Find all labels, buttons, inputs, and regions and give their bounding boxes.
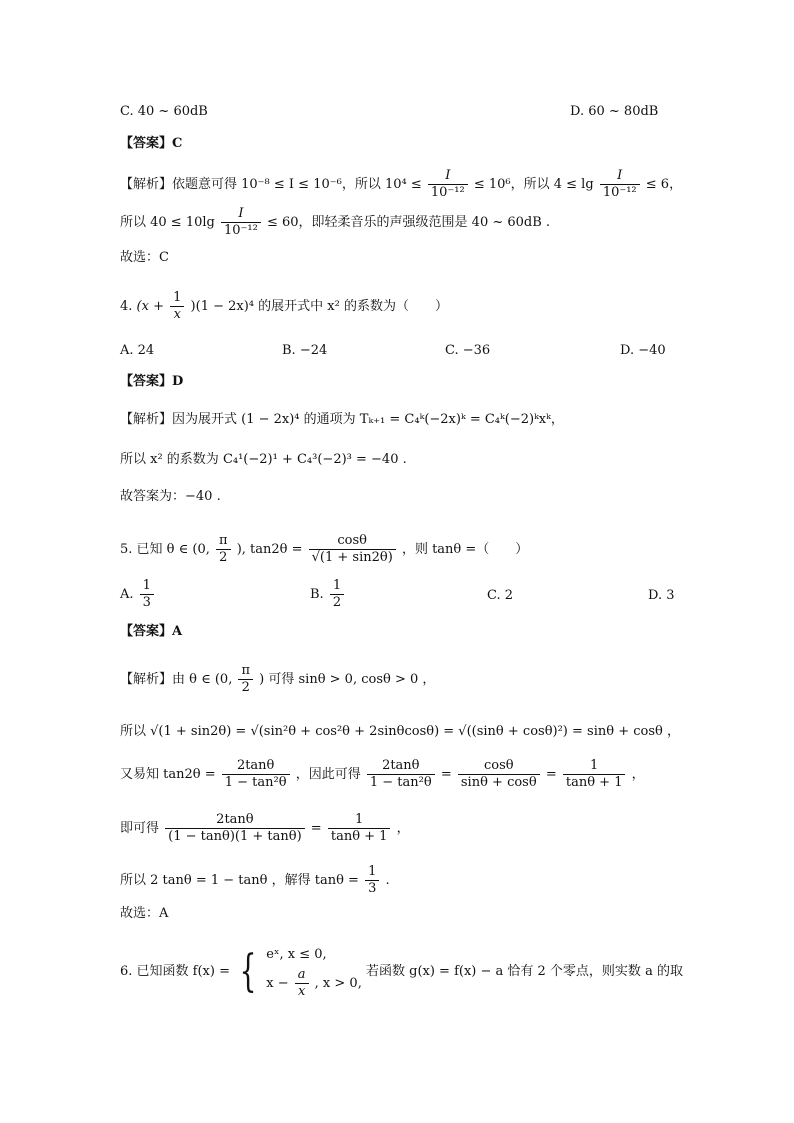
text: 若函数 g(x) = f(x) − a 恰有 2 个零点，则实数 a 的取	[365, 964, 683, 979]
q3-explanation-line1	[120, 168, 682, 201]
q5-stem	[120, 533, 528, 566]
question-number: 4.	[120, 299, 133, 314]
text: 所以 2 tanθ = 1 − tanθ ，解得 tanθ =	[120, 873, 359, 888]
piecewise-cases	[266, 943, 362, 1000]
q4-stem	[120, 290, 448, 323]
q4-option-a: A. 24	[120, 343, 155, 358]
q5-explanation-line3	[120, 758, 645, 791]
fraction: $\frac{1}{3}$	[365, 864, 379, 897]
fraction: $\frac{1}{3}$	[140, 578, 154, 611]
q4-option-d: D. −40	[620, 343, 666, 358]
text: , x > 0,	[314, 976, 362, 991]
text: ≤ 60，即轻柔音乐的声强级范围是 40 ~ 60dB .	[266, 215, 551, 230]
q5-explanation-line4	[120, 812, 410, 845]
fraction: $\frac{\cos\theta}{√(1 + \sin 2\theta)}$	[309, 533, 396, 566]
fraction: $\frac{1}{2}$	[330, 578, 344, 611]
text: 所以 40 ≤ 10lg	[120, 215, 215, 230]
q4-explanation-line2: 所以 x² 的系数为 C₄¹(−2)¹ + C₄³(−2)³ = −40 .	[120, 452, 407, 467]
text: =	[310, 821, 322, 836]
text: 5. 已知 θ ∈ (0,	[120, 542, 210, 557]
text: ，	[396, 821, 410, 836]
q5-explanation-line1	[120, 663, 435, 696]
fraction: $\frac{\pi}{2}$	[238, 663, 253, 696]
text: 6. 已知函数 f(x) =	[120, 964, 230, 979]
q3-explanation-line2	[120, 206, 550, 239]
case-1: eˣ, x ≤ 0,	[266, 947, 327, 962]
fraction: $\frac{1}{\tan\theta + 1}$	[563, 758, 626, 791]
q5-option-c: C. 2	[487, 588, 514, 603]
option-label: B.	[310, 587, 324, 602]
text: ), tan2θ =	[236, 542, 303, 557]
q6-stem	[120, 940, 683, 1004]
q5-answer: 【答案】A	[120, 624, 183, 639]
q5-explanation-line5	[120, 864, 390, 897]
case-2	[266, 967, 362, 1000]
text: ) 可得 sinθ > 0, cosθ > 0 ，	[259, 672, 436, 687]
fraction: $\frac{2\tan\theta}{\text{1 − tan²θ}}$	[222, 758, 290, 791]
text: .	[385, 873, 390, 888]
text: ，则 tanθ =（ ）	[401, 542, 529, 557]
q3-option-c: C. 40 ~ 60dB	[120, 104, 208, 119]
fraction: $\frac{I}{\text{10⁻¹²}}$	[428, 168, 468, 201]
q5-conclusion: 故选：A	[120, 906, 169, 921]
text: 【解析】由 θ ∈ (0,	[120, 672, 233, 687]
q5-option-d: D. 3	[648, 588, 675, 603]
q5-explanation-line2: 所以 √(1 + sin2θ) = √(sin²θ + cos²θ + 2sinθcosθ) = √((sinθ + cosθ)²) = sinθ + cosθ ，	[120, 724, 680, 739]
q3-conclusion: 故选：C	[120, 250, 169, 265]
text: ，	[631, 767, 645, 782]
text: x −	[266, 976, 289, 991]
fraction: $\frac{\pi}{2}$	[216, 533, 231, 566]
q4-conclusion: 故答案为：−40 .	[120, 489, 221, 504]
fraction: $\frac{\cos\theta}{\sin\theta + \cos\theta}$	[458, 758, 540, 791]
option-label: A.	[120, 587, 134, 602]
text: =	[545, 767, 557, 782]
fraction: $\frac{a}{x}$	[295, 967, 309, 1000]
q4-answer: 【答案】D	[120, 374, 184, 389]
text: ≤ 6，	[645, 177, 683, 192]
text: )(1 − 2x)⁴ 的展开式中 x² 的系数为（ ）	[190, 299, 448, 314]
text: (x +	[136, 299, 164, 314]
q3-answer: 【答案】C	[120, 136, 183, 151]
q5-option-b	[310, 578, 346, 611]
left-brace: {	[239, 945, 257, 997]
text: 【解析】依题意可得 10⁻⁸ ≤ I ≤ 10⁻⁶，所以 10⁴ ≤	[120, 177, 422, 192]
q5-option-a	[120, 578, 156, 611]
q3-option-d: D. 60 ~ 80dB	[570, 104, 659, 119]
text: ≤ 10⁶，所以 4 ≤ lg	[473, 177, 594, 192]
fraction: $\frac{1}{x}$	[170, 290, 184, 323]
q4-option-b: B. −24	[282, 343, 328, 358]
fraction: $\frac{1}{\tan\theta + 1}$	[328, 812, 391, 845]
q4-explanation-line1: 【解析】因为展开式 (1 − 2x)⁴ 的通项为 Tₖ₊₁ = C₄ᵏ(−2x)ᵏ = C₄ᵏ(−2)ᵏxᵏ，	[120, 412, 564, 427]
text: 即可得	[120, 821, 160, 836]
text: ，因此可得	[295, 767, 361, 782]
fraction: $\frac{I}{\text{10⁻¹²}}$	[600, 168, 640, 201]
text: =	[440, 767, 452, 782]
fraction: $\frac{2\tan\theta}{\text{1 − tan²θ}}$	[367, 758, 435, 791]
fraction: $\frac{I}{\text{10⁻¹²}}$	[221, 206, 261, 239]
fraction: $\frac{2\tan\theta}{(1 - \tan\theta)(1 + \tan\theta)}$	[165, 812, 305, 845]
q4-option-c: C. −36	[445, 343, 491, 358]
text: 又易知 tan2θ =	[120, 767, 216, 782]
